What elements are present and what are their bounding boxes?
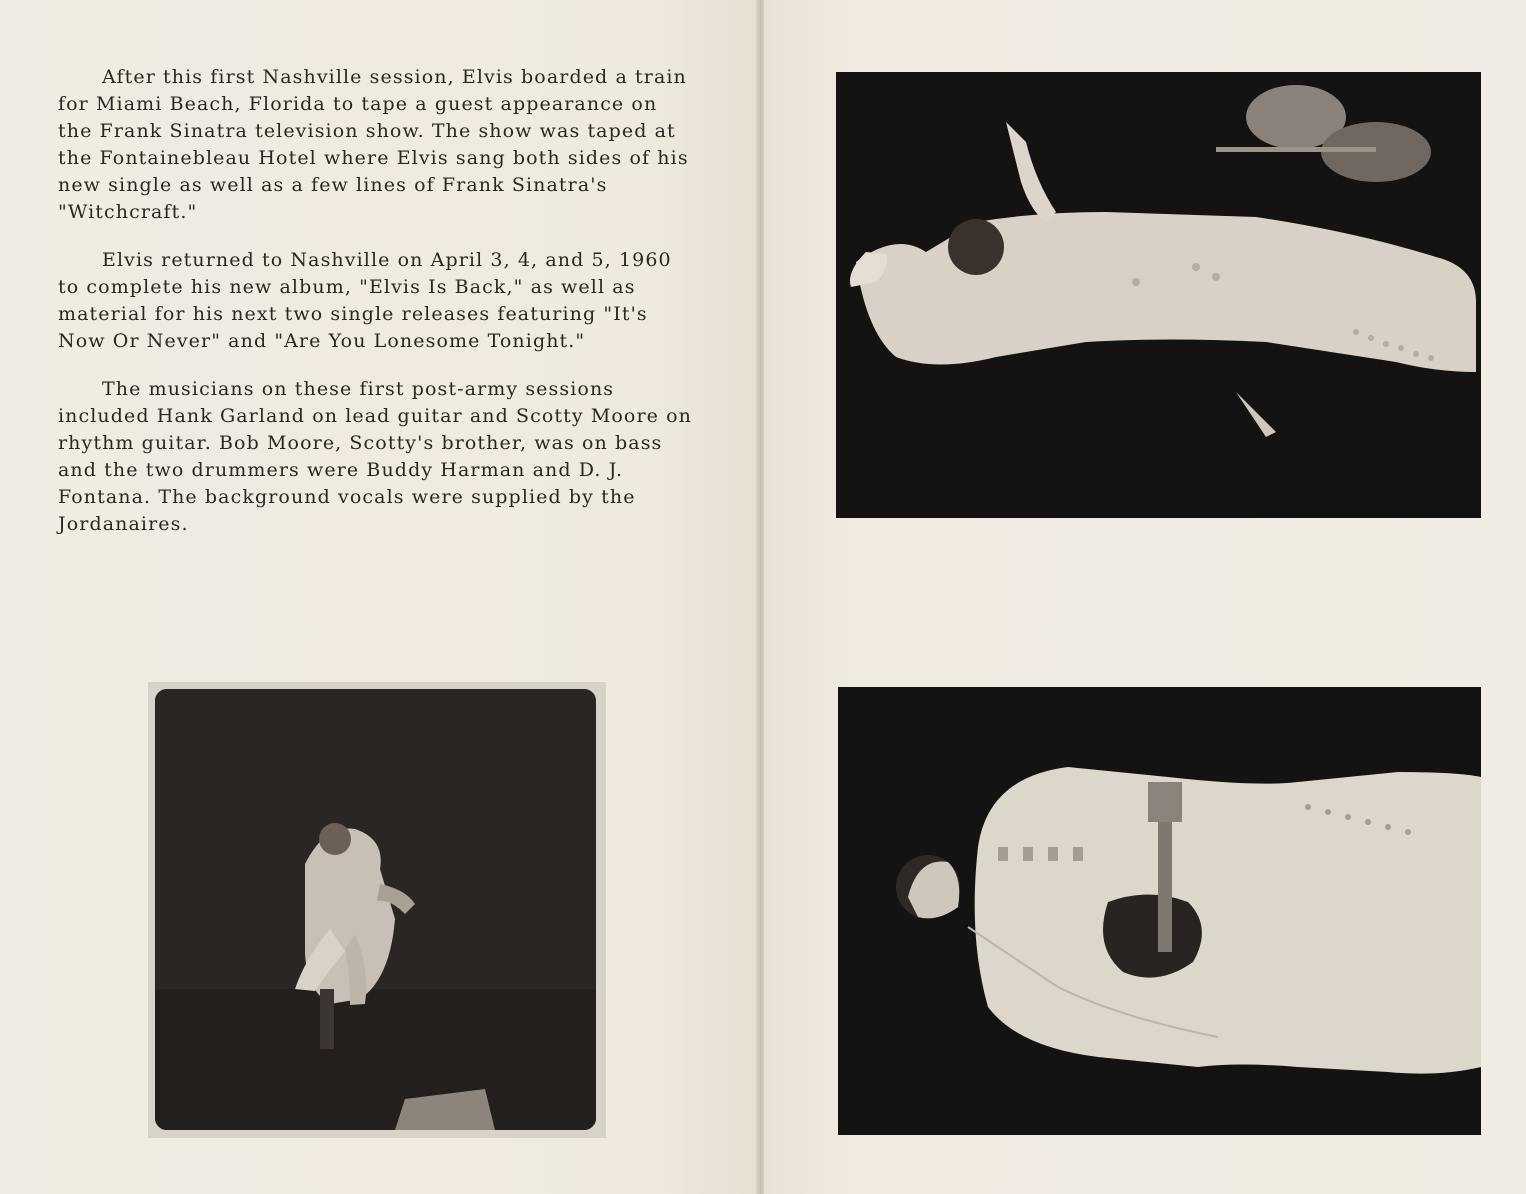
- article-text: [58, 64, 698, 559]
- left-page: [0, 0, 760, 1194]
- concert-photo-bottom: [838, 687, 1481, 1135]
- paragraph-1: After this first Nashville session, Elvis boarded a train for Miami Beach, Florida to tape a guest appearance on the Frank Sinatra television show. The show was taped at the Fontainebleau Hotel where Elvis sang both sides of his new single as well as a few lines of Frank Sinatra's "Witchcraft.": [58, 66, 689, 223]
- snapshot-photo: [155, 689, 596, 1130]
- paragraph-3: The musicians on these first post-army sessions included Hank Garland on lead guitar and Scotty Moore on rhythm guitar. Bob Moore, Scotty's brother, was on bass and the two drummers were Buddy Harman and D. J. Fontana. The background vocals were supplied by the Jordanaires.: [58, 378, 693, 535]
- concert-photo-top: [836, 72, 1481, 518]
- paragraph-2: Elvis returned to Nashville on April 3, 4, and 5, 1960 to complete his new album, "Elvis Is Back," as well as material for his next two single releases featuring "It's Now Or Never" and "Are You Lonesome Tonight.": [58, 249, 672, 352]
